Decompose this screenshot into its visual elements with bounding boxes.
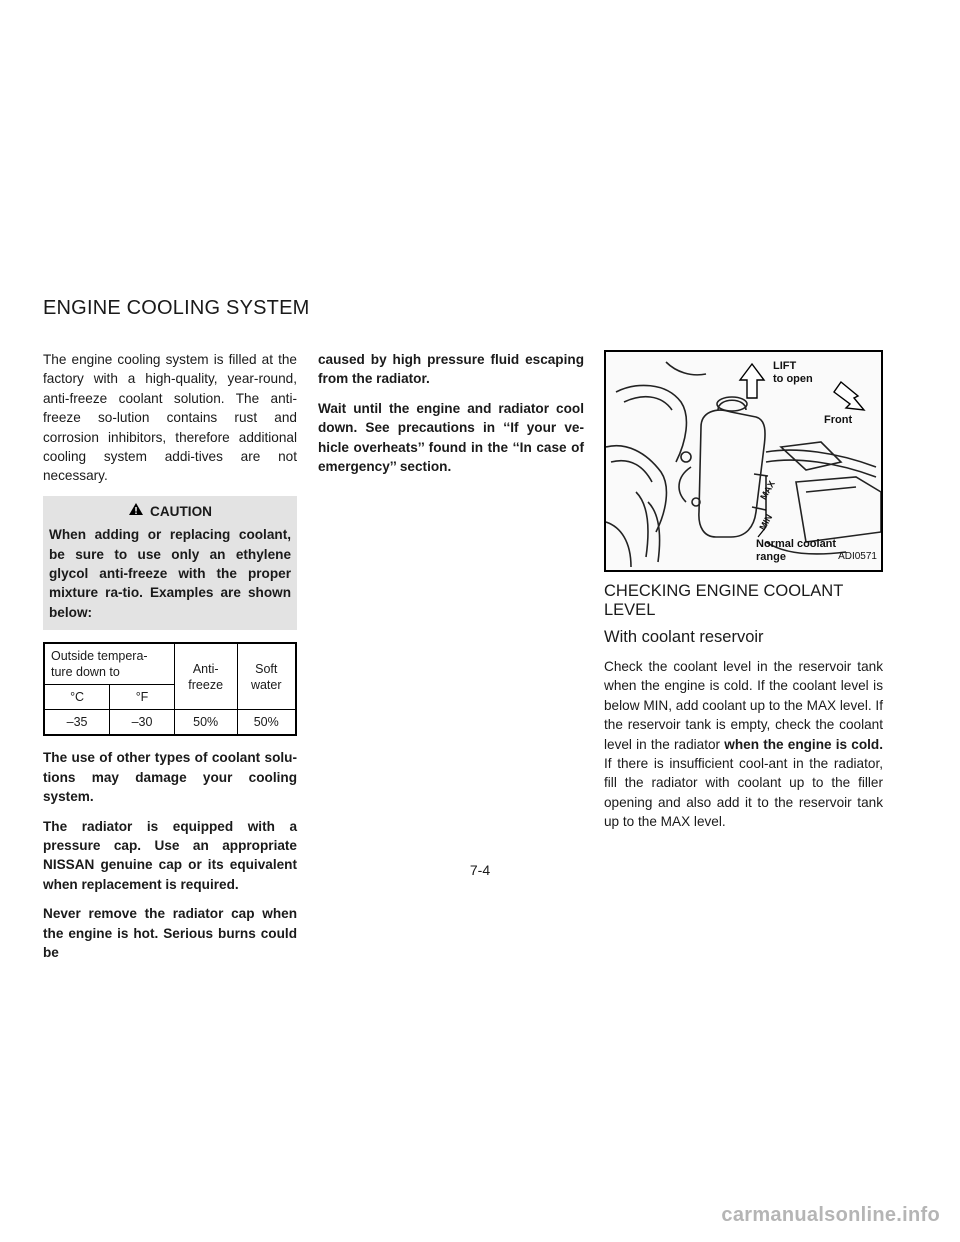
table-cell-celsius: –35 <box>44 710 110 736</box>
table-header-temperature: Outside tempera-ture down to <box>44 643 174 685</box>
front-arrow-icon <box>834 382 864 410</box>
engine-illustration <box>606 352 883 572</box>
normal-range-label: Normal coolant range <box>756 538 837 563</box>
checking-coolant-heading: CHECKING ENGINE COOLANT LEVEL <box>604 582 843 619</box>
check-text-2: If there is insufficient cool-ant in the radiator, fill the radiator with coolant up to the filler opening and also add it to the reservoir tank up to the MAX level. <box>604 756 883 830</box>
table-unit-fahrenheit: °F <box>110 685 175 710</box>
never-remove-paragraph: Never remove the radiator cap when the engine is hot. Serious burns could be <box>43 906 297 960</box>
page-number: 7-4 <box>469 862 491 878</box>
watermark-logo: carmanualsonline.info <box>721 1204 940 1226</box>
other-types-paragraph: The use of other types of coolant solu-tions may damage your cooling system. <box>43 750 297 805</box>
coolant-reservoir-figure <box>604 350 883 572</box>
table-cell-soft-water: 50% <box>237 710 296 736</box>
lift-label: LIFT to open <box>773 360 813 385</box>
caution-header <box>49 502 291 521</box>
coolant-mixture-table <box>43 642 297 736</box>
check-text-bold: when the engine is cold. <box>724 736 883 752</box>
table-cell-fahrenheit: –30 <box>110 710 175 736</box>
intro-paragraph: The engine cooling system is filled at the factory with a high-quality, year-round, anti-freeze coolant solution. The anti-freeze so-lution contains rust and corrosion inhibitors, therefore additional cooling system addi-tives are not necessary. <box>43 352 297 484</box>
table-row <box>44 710 296 736</box>
max-label: MAX <box>758 479 777 502</box>
front-label: Front <box>824 414 853 426</box>
caution-title: CAUTION <box>150 503 212 519</box>
check-coolant-paragraph <box>604 657 883 832</box>
table-unit-celsius: °C <box>44 685 110 710</box>
table-header-antifreeze: Anti-freeze <box>174 643 237 710</box>
caution-box <box>43 496 297 630</box>
radiator-cap-paragraph: The radiator is equipped with a pressure cap. Use an appropriate NISSAN genuine cap or its equivalent when replacement is required. <box>43 818 297 892</box>
figure-code: ADI0571 <box>838 550 877 562</box>
lift-arrow-icon <box>740 364 764 398</box>
continued-paragraph: caused by high pressure fluid escaping from the radiator. <box>318 352 584 387</box>
table-cell-antifreeze: 50% <box>174 710 237 736</box>
section-title: ENGINE COOLING SYSTEM <box>43 297 310 319</box>
check-text-1: Check the coolant level in the reservoir tank when the engine is cold. If the coolant level is below MIN, add coolant up to the MAX level. If the reservoir tank is empty, check the coolant level in the radiator <box>604 659 883 752</box>
caution-text: When adding or replacing coolant, be sure to use only an ethylene glycol anti-freeze with the proper mixture ra-tio. Examples are shown below: <box>49 527 291 620</box>
with-reservoir-subheading: With coolant reservoir <box>604 628 764 646</box>
column-left <box>43 350 297 972</box>
min-label: MIN <box>757 512 775 532</box>
column-middle <box>318 350 584 486</box>
wait-paragraph: Wait until the engine and radiator cool down. See precautions in ‘‘If your ve-hicle overheats’’ found in the ‘‘In case of emergency’’ section. <box>318 400 584 475</box>
table-header-soft-water: Soft water <box>237 643 296 710</box>
warning-triangle-icon <box>128 502 144 521</box>
column-right <box>604 350 883 842</box>
